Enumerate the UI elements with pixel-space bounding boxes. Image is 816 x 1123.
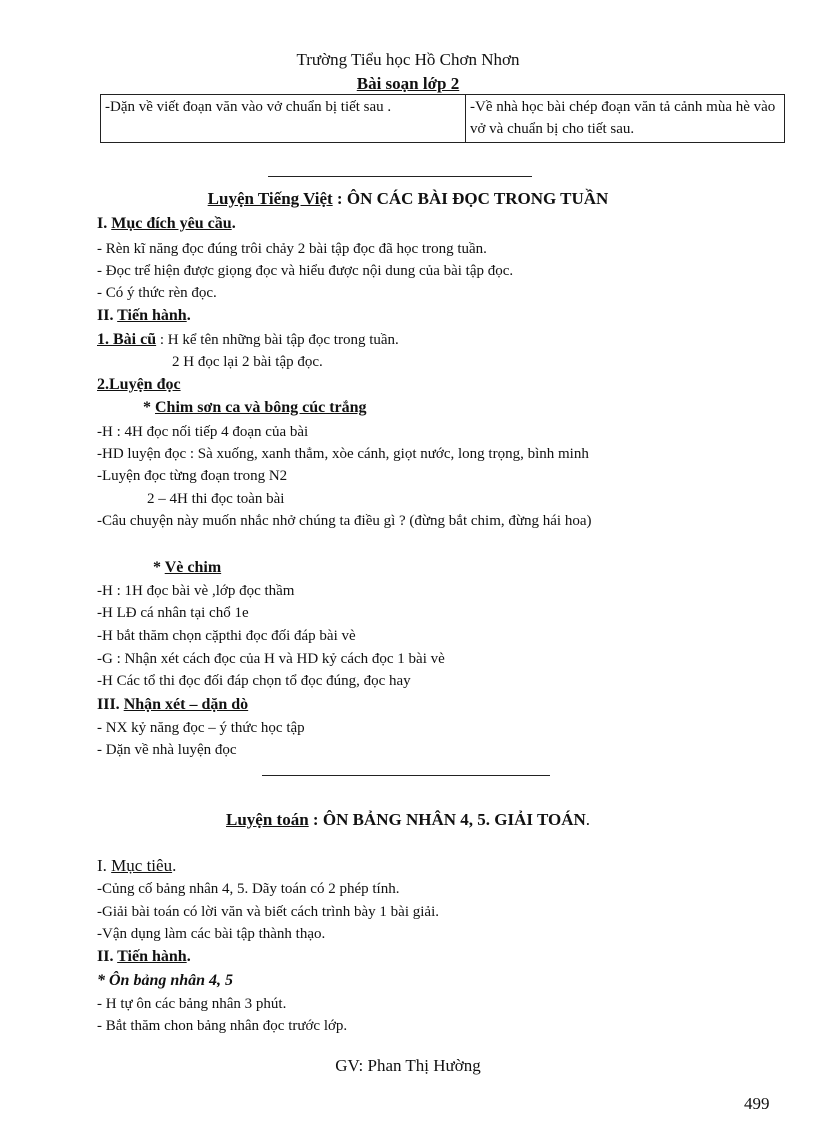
goal-line: -Vận dụng làm các bài tập thành thạo. <box>97 926 326 942</box>
heading-text: Nhận xét – dặn dò <box>123 696 249 713</box>
heading-tail: . <box>172 856 177 875</box>
section1-title <box>0 189 816 209</box>
heading-text: Mục tiêu <box>111 856 173 875</box>
heading-number: I. <box>97 856 112 875</box>
story1-line: 2 – 4H thi đọc toàn bài <box>147 491 285 507</box>
divider-line <box>262 775 550 776</box>
story1-line: -Luyện đọc từng đoạn trong N2 <box>97 468 288 484</box>
story1-line: -HD luyện đọc : Sà xuống, xanh thẳm, xòe cánh, giọt nước, long trọng, bình minh <box>97 446 589 462</box>
multiplication-review-heading: * Ôn bảng nhân 4, 5 <box>97 972 234 989</box>
story2-line: -H Các tổ thi đọc đối đáp chọn tổ đọc đúng, đọc hay <box>97 673 411 689</box>
previous-lesson-table <box>100 94 785 143</box>
heading-tail: . <box>231 215 236 232</box>
section2-colon: : <box>308 810 323 829</box>
story2-title: Vè chim <box>164 559 222 576</box>
table-row <box>101 95 785 143</box>
heading-tail: . <box>186 948 191 965</box>
heading-number: III. <box>97 696 124 713</box>
section1-heading-3 <box>97 696 248 714</box>
story2-line: -H LĐ cá nhân tại chổ 1e <box>97 605 249 621</box>
section2-subject: Luyện toán <box>226 810 309 829</box>
section2-title <box>0 810 816 830</box>
heading-number: II. <box>97 948 118 965</box>
story1-heading <box>143 399 367 417</box>
heading-text: Mục đích yêu cầu <box>111 215 232 232</box>
table-cell-left: -Dặn về viết đoạn văn vào vở chuẩn bị tiết sau . <box>101 95 466 143</box>
story1-title: Chim sơn ca và bông cúc trắng <box>155 399 367 416</box>
story2-line: -G : Nhận xét cách đọc của H và HD kỷ cách đọc 1 bài vè <box>97 651 445 667</box>
plan-title <box>0 74 816 94</box>
story2-line: -H : 1H đọc bài vè ,lớp đọc thầm <box>97 583 295 599</box>
heading-text: Tiến hành <box>117 307 187 324</box>
old-lesson-text: : H kể tên những bài tập đọc trong tuần. <box>156 332 399 348</box>
goal-line: - Rèn kĩ năng đọc đúng trôi chảy 2 bài tập đọc đã học trong tuần. <box>97 241 487 257</box>
heading-number: II. <box>97 307 118 324</box>
page-number: 499 <box>744 1094 770 1113</box>
section1-colon: : <box>332 189 347 208</box>
story1-line: -H : 4H đọc nối tiếp 4 đoạn của bài <box>97 424 309 440</box>
story2-line: -H bắt thăm chọn cặpthi đọc đối đáp bài vè <box>97 628 356 644</box>
story1-star: * <box>143 399 155 416</box>
section1-heading-2 <box>97 307 191 325</box>
story1-line: -Câu chuyện này muốn nhắc nhở chúng ta điều gì ? (đừng bắt chim, đừng hái hoa) <box>97 513 592 529</box>
reading-practice-label: 2.Luyện đọc <box>97 376 181 393</box>
school-name: Trường Tiểu học Hồ Chơn Nhơn <box>296 50 520 69</box>
goal-line: -Củng cố bảng nhân 4, 5. Dãy toán có 2 phép tính. <box>97 881 400 897</box>
heading-tail: . <box>186 307 191 324</box>
goal-line: - Đọc trể hiện được giọng đọc và hiểu được nội dung của bài tập đọc. <box>97 263 514 279</box>
goal-line: -Giải bài toán có lời văn và biết cách trình bày 1 bài giải. <box>97 904 439 920</box>
section2-heading-2 <box>97 948 191 966</box>
review-line: - H tự ôn các bảng nhân 3 phút. <box>97 996 287 1012</box>
teacher-name: GV: Phan Thị Hường <box>335 1056 481 1075</box>
story2-star: * <box>153 559 165 576</box>
review-line: - Bắt thăm chon bảng nhân đọc trước lớp. <box>97 1018 348 1034</box>
section2-topic: ÔN BẢNG NHÂN 4, 5. GIẢI TOÁN <box>322 810 586 829</box>
old-lesson-line2: 2 H đọc lại 2 bài tập đọc. <box>172 354 323 370</box>
section1-heading-1 <box>97 215 236 233</box>
reading-practice-heading <box>97 376 181 394</box>
section2-heading-1 <box>97 856 176 876</box>
heading-text: Tiến hành <box>117 948 187 965</box>
heading-number: I. <box>97 215 112 232</box>
goal-line: - Có ý thức rèn đọc. <box>97 285 217 301</box>
closing-line: - NX kỷ năng đọc – ý thức học tập <box>97 720 305 736</box>
old-lesson-line <box>97 331 399 349</box>
old-lesson-label: 1. Bài cũ <box>97 331 157 348</box>
closing-line: - Dặn về nhà luyện đọc <box>97 742 237 758</box>
section1-subject: Luyện Tiếng Việt <box>207 189 333 208</box>
plan-title-text: Bài soạn lớp 2 <box>356 74 460 93</box>
divider-line <box>268 176 532 177</box>
section1-topic: ÔN CÁC BÀI ĐỌC TRONG TUẦN <box>346 189 609 208</box>
table-cell-right: -Về nhà học bài chép đoạn văn tả cảnh mùa hè vào vở và chuẩn bị cho tiết sau. <box>466 95 785 143</box>
story2-heading <box>153 559 221 577</box>
section2-tail: . <box>585 810 590 829</box>
